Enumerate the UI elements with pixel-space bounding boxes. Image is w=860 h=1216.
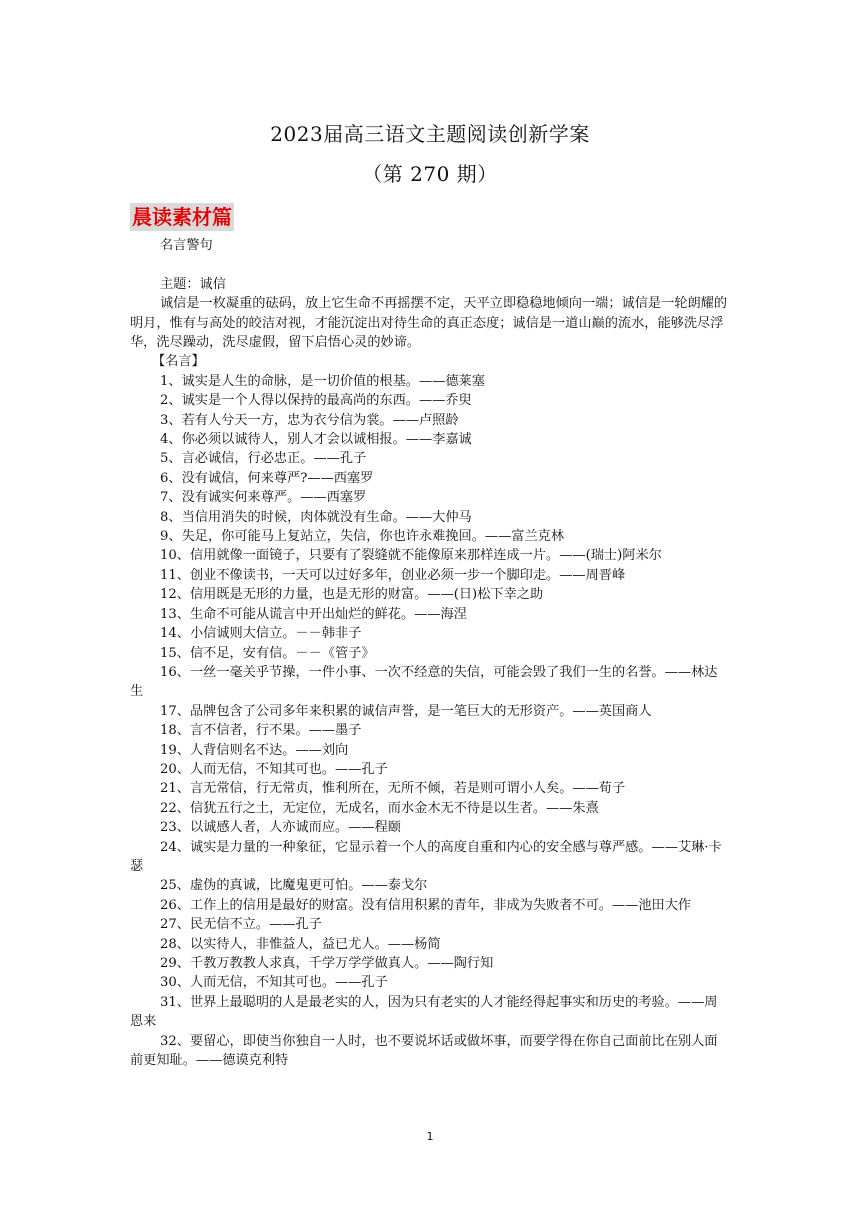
- quote-item: 31、世界上最聪明的人是最老实的人，因为只有老实的人才能经得起事实和历史的考验。——周恩来: [130, 994, 718, 1030]
- quote-item: 27、民无信不立。——孔子: [160, 917, 322, 933]
- quote-item: 26、工作上的信用是最好的财富。没有信用积累的青年，非成为失败者不可。——池田大作: [160, 897, 692, 913]
- quote-item: 23、以诚感人者，人亦诚而应。——程颐: [160, 820, 401, 836]
- quote-item: 4、你必须以诚待人，别人才会以诚相报。——李嘉诚: [160, 432, 472, 448]
- quote-item: 6、没有诚信，何来尊严?——西塞罗: [160, 470, 374, 486]
- quote-item: 20、人而无信，不知其可也。——孔子: [160, 761, 388, 777]
- quote-item: 11、创业不像读书，一天可以过好多年，创业必须一步一个脚印走。——周晋峰: [160, 567, 626, 583]
- section-heading: 晨读素材篇: [132, 205, 232, 229]
- quotes-heading: 【名言】: [152, 354, 205, 370]
- quote-item: 13、生命不可能从谎言中开出灿烂的鲜花。——海涅: [160, 606, 467, 622]
- quote-item: 24、诚实是力量的一种象征，它显示着一个人的高度自重和内心的安全感与尊严感。——艾琳·卡瑟: [130, 839, 722, 874]
- quote-item: 14、小信诚则大信立。－－韩非子: [160, 626, 362, 642]
- quote-item: 32、要留心，即使当你独自一人时，也不要说坏话或做坏事，而要学得在你自己面前比在别人面前更知耻。——德谟克利特: [130, 1033, 718, 1069]
- document-body: [130, 236, 730, 1070]
- quote-item: 18、言不信者，行不果。——墨子: [160, 723, 362, 739]
- quote-item: 12、信用既是无形的力量，也是无形的财富。——(日)松下幸之助: [160, 587, 544, 603]
- quote-item: 2、诚实是一个人得以保持的最高尚的东西。——乔臾: [160, 393, 472, 409]
- quote-item: 1、诚实是人生的命脉，是一切价值的根基。——德莱塞: [160, 373, 485, 389]
- quote-item: 19、人背信则名不达。——刘向: [160, 742, 349, 758]
- quote-item: 21、言无常信，行无常贞，惟利所在，无所不倾，若是则可谓小人矣。——荀子: [160, 781, 626, 797]
- quote-item: 9、失足，你可能马上复站立，失信，你也许永难挽回。——富兰克林: [160, 529, 565, 545]
- quote-item: 29、千教万教教人求真，千学万学学做真人。——陶行知: [160, 956, 494, 972]
- quote-item: 15、信不足，安有信。－－《管子》: [160, 645, 375, 661]
- quote-item: 7、没有诚实何来尊严。——西塞罗: [160, 490, 367, 506]
- quote-item: 28、以实待人，非惟益人，益已尤人。——杨简: [160, 936, 441, 952]
- quote-item: 5、言必诚信，行必忠正。——孔子: [160, 451, 367, 467]
- page-number: 1: [426, 1130, 434, 1143]
- quote-item: 16、一丝一毫关乎节操，一件小事、一次不经意的失信，可能会毁了我们一生的名誉。——林达生: [130, 664, 718, 700]
- quote-item: 8、当信用消失的时候，肉体就没有生命。——大仲马: [160, 509, 472, 525]
- quote-item: 30、人而无信，不知其可也。——孔子: [160, 975, 388, 991]
- theme-line: 主题：诚信: [160, 276, 226, 292]
- quote-item: 25、虚伪的真诚，比魔鬼更可怕。——泰戈尔: [160, 878, 428, 894]
- subheading: 名言警句: [160, 238, 213, 253]
- document-title: 2023届高三语文主题阅读创新学案: [270, 122, 590, 146]
- issue-number: （第 270 期）: [362, 162, 498, 186]
- quote-item: 10、信用就像一面镜子，只要有了裂缝就不能像原来那样连成一片。——(瑞士)阿米尔: [160, 548, 662, 564]
- quote-item: 3、若有人兮天一方，忠为衣兮信为裳。——卢照龄: [160, 412, 459, 428]
- quote-item: 22、信犹五行之土，无定位，无成名，而水金木无不待是以生者。——朱熹: [160, 800, 599, 816]
- quote-item: 17、品牌包含了公司多年来积累的诚信声誉，是一笔巨大的无形资产。——英国商人: [160, 703, 652, 719]
- intro-paragraph: 诚信是一枚凝重的砝码，放上它生命不再摇摆不定，天平立即稳稳地倾向一端；诚信是一轮朗耀的明月，惟有与高处的皎洁对视，才能沉淀出对待生命的真正态度；诚信是一道山巅的流水，能够洗尽浮华，洗尽躁动，洗尽虚假，留下启悟心灵的妙谛。: [130, 296, 728, 351]
- quotes-list: [130, 372, 730, 1071]
